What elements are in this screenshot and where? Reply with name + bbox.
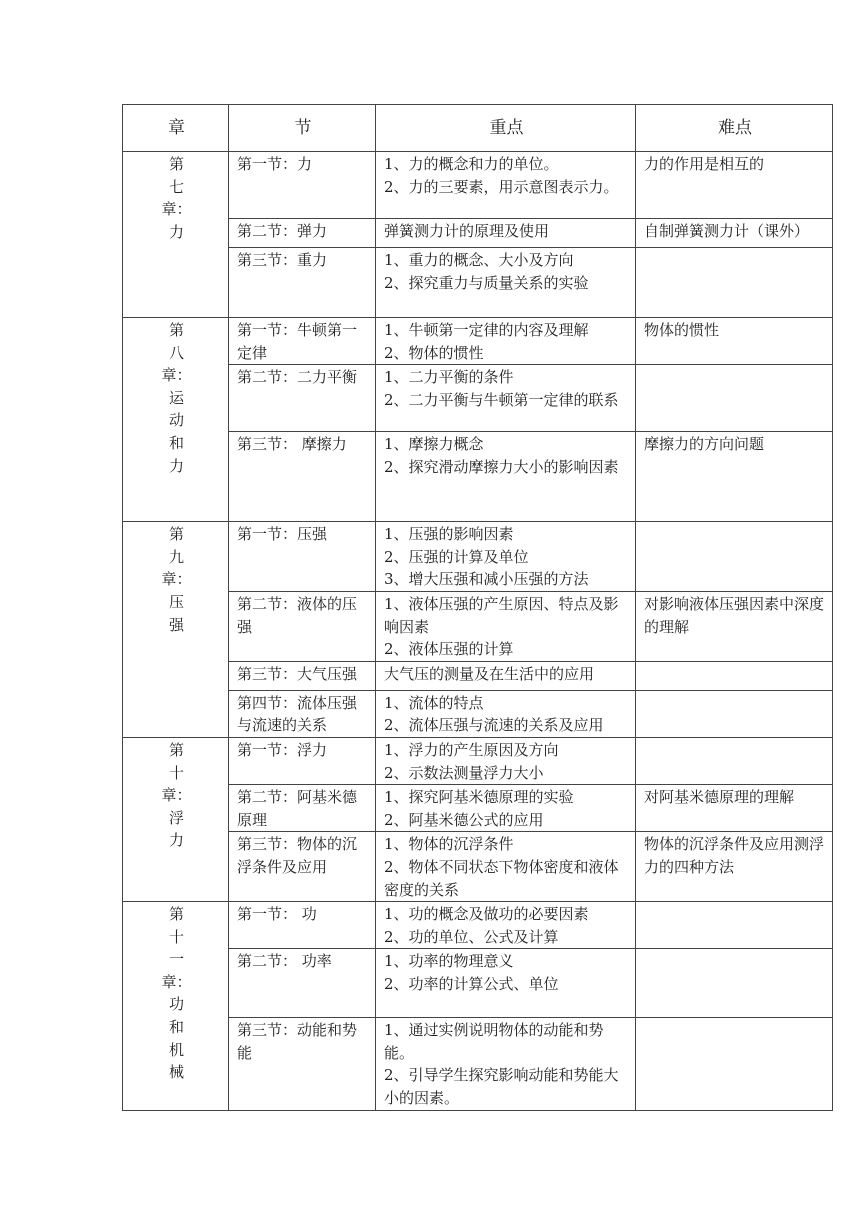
chapter-char: 八 [168, 343, 184, 362]
section-name: 第一节： 功 [229, 902, 376, 949]
difficulty-cell: 摩擦力的方向问题 [636, 432, 833, 522]
chapter-cell [123, 902, 229, 1111]
chapter-char: 力 [168, 456, 184, 475]
section-name: 第一节：压强 [229, 522, 376, 592]
chapter-char: 十 [168, 763, 184, 782]
key-point: 2、物体不同状态下物体密度和液体密度的关系 [384, 857, 619, 899]
table-row [123, 902, 833, 949]
chapter-char: 章： [161, 972, 192, 991]
chapter-char: 力 [168, 831, 184, 850]
key-point: 1、浮力的产生原因及方向 [384, 740, 559, 759]
difficulty-cell: 物体的沉浮条件及应用测浮力的四种方法 [636, 832, 833, 902]
key-point: 2、阿基米德公式的应用 [384, 810, 544, 829]
difficulty-cell [636, 522, 833, 592]
chapter-char: 十 [168, 927, 184, 946]
section-name: 第三节：大气压强 [229, 661, 376, 690]
key-point: 1、力的概念和力的单位。 [384, 155, 559, 173]
difficulty-cell [636, 690, 833, 737]
difficulty-cell: 对影响液体压强因素中深度的理解 [636, 591, 833, 661]
chapter-char: 功 [168, 995, 184, 1014]
table-row [123, 737, 833, 784]
key-point: 2、探究重力与质量关系的实验 [384, 273, 589, 292]
key-points-cell [376, 949, 636, 1018]
key-point: 1、功率的物理意义 [384, 952, 514, 971]
key-points-cell [376, 785, 636, 832]
difficulty-cell [636, 1018, 833, 1110]
key-point: 1、重力的概念、大小及方向 [384, 251, 574, 269]
key-points-cell [376, 661, 636, 690]
key-point: 2、液体压强的计算 [384, 640, 514, 659]
chapter-char: 章： [161, 200, 192, 219]
key-point: 1、探究阿基米德原理的实验 [384, 788, 574, 807]
chapter-cell [123, 152, 229, 318]
syllabus-table [122, 104, 833, 1111]
key-points-cell [376, 248, 636, 318]
key-points-cell [376, 219, 636, 248]
difficulty-cell [636, 737, 833, 784]
key-point: 2、力的三要素，用示意图表示力。 [384, 177, 619, 196]
chapter-char: 强 [168, 615, 184, 634]
difficulty-cell: 对阿基米德原理的理解 [636, 785, 833, 832]
section-name: 第三节： 摩擦力 [229, 432, 376, 522]
key-point: 1、牛顿第一定律的内容及理解 [384, 321, 589, 339]
header-key-points: 重点 [376, 105, 636, 152]
difficulty-cell [636, 365, 833, 432]
key-points-cell [376, 832, 636, 902]
chapter-char: 机 [168, 1040, 184, 1059]
key-points-cell [376, 690, 636, 737]
table-row [123, 318, 833, 365]
key-point: 2、功率的计算公式、单位 [384, 974, 559, 993]
key-points-cell [376, 318, 636, 365]
table-row [123, 522, 833, 592]
chapter-char: 动 [168, 411, 184, 430]
chapter-char: 第 [168, 905, 184, 924]
section-name: 第四节：流体压强与流速的关系 [229, 690, 376, 737]
table-row [123, 152, 833, 219]
section-name: 第二节： 功率 [229, 949, 376, 1018]
section-name: 第三节：物体的沉浮条件及应用 [229, 832, 376, 902]
key-point: 1、摩擦力概念 [384, 435, 484, 454]
key-point: 1、压强的影响因素 [384, 525, 514, 544]
chapter-char: 浮 [168, 808, 184, 827]
chapter-char: 一 [168, 950, 184, 969]
section-name: 第一节：牛顿第一定律 [229, 318, 376, 365]
key-points-cell [376, 522, 636, 592]
key-point: 2、物体的惯性 [384, 343, 484, 362]
chapter-char: 和 [168, 433, 184, 452]
table-row [123, 661, 833, 690]
chapter-char: 七 [168, 177, 184, 196]
chapter-char: 章： [161, 366, 192, 385]
difficulty-cell: 物体的惯性 [636, 318, 833, 365]
table-row [123, 832, 833, 902]
difficulty-cell [636, 902, 833, 949]
table-row [123, 785, 833, 832]
chapter-cell [123, 522, 229, 738]
key-point: 2、示数法测量浮力大小 [384, 763, 544, 782]
key-points-cell [376, 737, 636, 784]
key-points-cell [376, 365, 636, 432]
chapter-cell [123, 737, 229, 901]
chapter-char: 第 [168, 321, 184, 339]
section-name: 第三节：重力 [229, 248, 376, 318]
table-row [123, 248, 833, 318]
section-name: 第三节：动能和势能 [229, 1018, 376, 1110]
table-row [123, 690, 833, 737]
difficulty-cell: 力的作用是相互的 [636, 152, 833, 219]
key-point: 1、物体的沉浮条件 [384, 835, 514, 854]
section-name: 第二节：阿基米德原理 [229, 785, 376, 832]
key-point: 1、功的概念及做功的必要因素 [384, 905, 589, 924]
key-point: 1、流体的特点 [384, 693, 484, 712]
difficulty-cell [636, 661, 833, 690]
chapter-char: 运 [168, 388, 184, 407]
key-point: 2、压强的计算及单位 [384, 547, 529, 566]
chapter-char: 章： [161, 786, 192, 805]
key-point: 2、探究滑动摩擦力大小的影响因素 [384, 457, 619, 476]
chapter-char: 和 [168, 1018, 184, 1037]
chapter-char: 第 [168, 525, 184, 544]
table-row [123, 219, 833, 248]
key-point: 大气压的测量及在生活中的应用 [384, 664, 595, 683]
table-row [123, 1018, 833, 1110]
header-row [123, 105, 833, 152]
key-point: 3、增大压强和减小压强的方法 [384, 570, 589, 589]
key-point: 1、通过实例说明物体的动能和势能。 [384, 1021, 604, 1062]
chapter-char: 械 [168, 1063, 184, 1082]
section-name: 第一节：浮力 [229, 737, 376, 784]
key-point: 2、二力平衡与牛顿第一定律的联系 [384, 390, 619, 409]
syllabus-body [123, 152, 833, 1111]
header-chapter: 章 [123, 105, 229, 152]
section-name: 第二节：弹力 [229, 219, 376, 248]
difficulty-cell [636, 949, 833, 1018]
difficulty-cell: 自制弹簧测力计（课外） [636, 219, 833, 248]
table-row [123, 591, 833, 661]
header-section: 节 [229, 105, 376, 152]
chapter-char: 压 [168, 592, 184, 611]
key-points-cell [376, 1018, 636, 1110]
chapter-char: 第 [168, 740, 184, 759]
chapter-char: 章： [161, 570, 192, 589]
key-points-cell [376, 902, 636, 949]
key-points-cell [376, 432, 636, 522]
chapter-char: 第 [168, 155, 184, 173]
table-row [123, 365, 833, 432]
key-point: 1、液体压强的产生原因、特点及影响因素 [384, 594, 619, 636]
table-row [123, 432, 833, 522]
section-name: 第一节：力 [229, 152, 376, 219]
header-difficulties: 难点 [636, 105, 833, 152]
chapter-char: 九 [168, 547, 184, 566]
key-point: 弹簧测力计的原理及使用 [384, 222, 550, 240]
key-point: 2、功的单位、公式及计算 [384, 927, 559, 946]
key-point: 1、二力平衡的条件 [384, 368, 514, 387]
chapter-char: 力 [168, 222, 184, 241]
section-name: 第二节：液体的压强 [229, 591, 376, 661]
section-name: 第二节：二力平衡 [229, 365, 376, 432]
key-points-cell [376, 152, 636, 219]
key-point: 2、引导学生探究影响动能和势能大小的因素。 [384, 1066, 619, 1108]
difficulty-cell [636, 248, 833, 318]
table-row [123, 949, 833, 1018]
key-point: 2、流体压强与流速的关系及应用 [384, 716, 604, 735]
chapter-cell [123, 318, 229, 522]
key-points-cell [376, 591, 636, 661]
